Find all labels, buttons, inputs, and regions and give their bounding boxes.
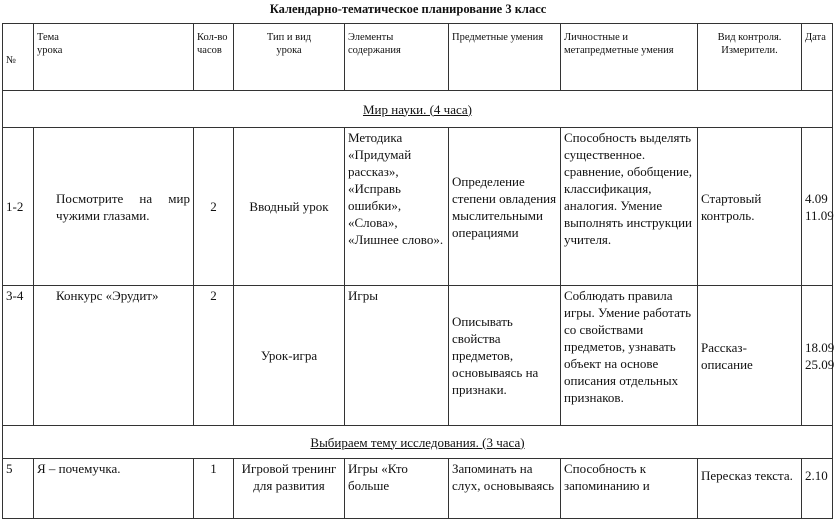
- header-type-line1: Тип и вид: [266, 32, 312, 43]
- table-row: [3, 128, 833, 286]
- header-date: Дата: [802, 24, 833, 91]
- header-num: №: [3, 24, 34, 91]
- cell-hours: 2: [194, 128, 234, 286]
- section-row: [3, 426, 833, 459]
- header-personal-line1: Личностные и: [564, 32, 628, 43]
- header-hours: [194, 24, 234, 91]
- cell-date: 2.10: [802, 459, 833, 519]
- cell-type: Урок-игра: [234, 286, 345, 426]
- header-elements-line1: Элементы: [348, 32, 394, 43]
- cell-num: 1-2: [3, 128, 34, 286]
- cell-control: Пересказ текста.: [698, 459, 802, 519]
- header-control: [698, 24, 802, 91]
- cell-subject: Описывать свойства предметов, основываясь на признаки.: [449, 286, 561, 426]
- header-hours-line2: часов: [197, 45, 222, 56]
- cell-subject: Определение степени овладения мыслительными операциями: [449, 128, 561, 286]
- cell-personal: Способность к запоминанию и: [561, 459, 698, 519]
- header-subject: Предметные умения: [449, 24, 561, 91]
- cell-topic: Конкурс «Эрудит»: [34, 286, 194, 426]
- header-type-line2: урока: [276, 45, 302, 56]
- section-title-text: Выбираем тему исследования. (3 часа): [310, 434, 525, 450]
- header-personal-line2: метапредметные умения: [564, 45, 674, 56]
- cell-type: Игровой тренинг для развития: [234, 459, 345, 519]
- section-row: [3, 91, 833, 128]
- document-title: Календарно-тематическое планирование 3 класс: [269, 2, 547, 16]
- header-type: [234, 24, 345, 91]
- cell-control: Рассказ-описание: [698, 286, 802, 426]
- header-topic: [34, 24, 194, 91]
- header-elements: [345, 24, 449, 91]
- cell-num: 3-4: [3, 286, 34, 426]
- cell-personal: Соблюдать правила игры. Умение работать со свойствами предметов, узнавать объект на основе описания отдельных признаков.: [561, 286, 698, 426]
- cell-topic: Посмотрите на мир чужими глазами.: [34, 128, 194, 286]
- cell-subject: Запоминать на слух, основываясь: [449, 459, 561, 519]
- planning-table: [2, 23, 833, 519]
- header-hours-line1: Кол-во: [197, 32, 228, 43]
- table-row: [3, 459, 833, 519]
- cell-num: 5: [3, 459, 34, 519]
- section-title: [3, 426, 833, 459]
- cell-elements: Игры: [345, 286, 449, 426]
- header-control-line2: Измерители.: [721, 45, 778, 56]
- header-topic-line1: Тема: [37, 32, 59, 43]
- cell-date: 18.09 25.09: [802, 286, 833, 426]
- cell-type: Вводный урок: [234, 128, 345, 286]
- section-title: [3, 91, 833, 128]
- header-topic-line2: урока: [37, 45, 63, 56]
- cell-topic: Я – почемучка.: [34, 459, 194, 519]
- cell-personal: Способность выделять существенное. сравнение, обобщение, классификация, аналогия. Умение выполнять инструкции учителя.: [561, 128, 698, 286]
- cell-elements: Методика «Придумай рассказ», «Исправь ошибки», «Слова», «Лишнее слово».: [345, 128, 449, 286]
- section-title-text: Мир науки. (4 часа): [362, 101, 473, 117]
- table-row: [3, 286, 833, 426]
- header-row: [3, 24, 833, 91]
- header-control-line1: Вид контроля.: [717, 32, 782, 43]
- cell-elements: Игры «Кто больше: [345, 459, 449, 519]
- cell-control: Стартовый контроль.: [698, 128, 802, 286]
- header-elements-line2: содержания: [348, 45, 401, 56]
- header-personal: [561, 24, 698, 91]
- cell-hours: 1: [194, 459, 234, 519]
- cell-date: 4.09 11.09: [802, 128, 833, 286]
- cell-hours: 2: [194, 286, 234, 426]
